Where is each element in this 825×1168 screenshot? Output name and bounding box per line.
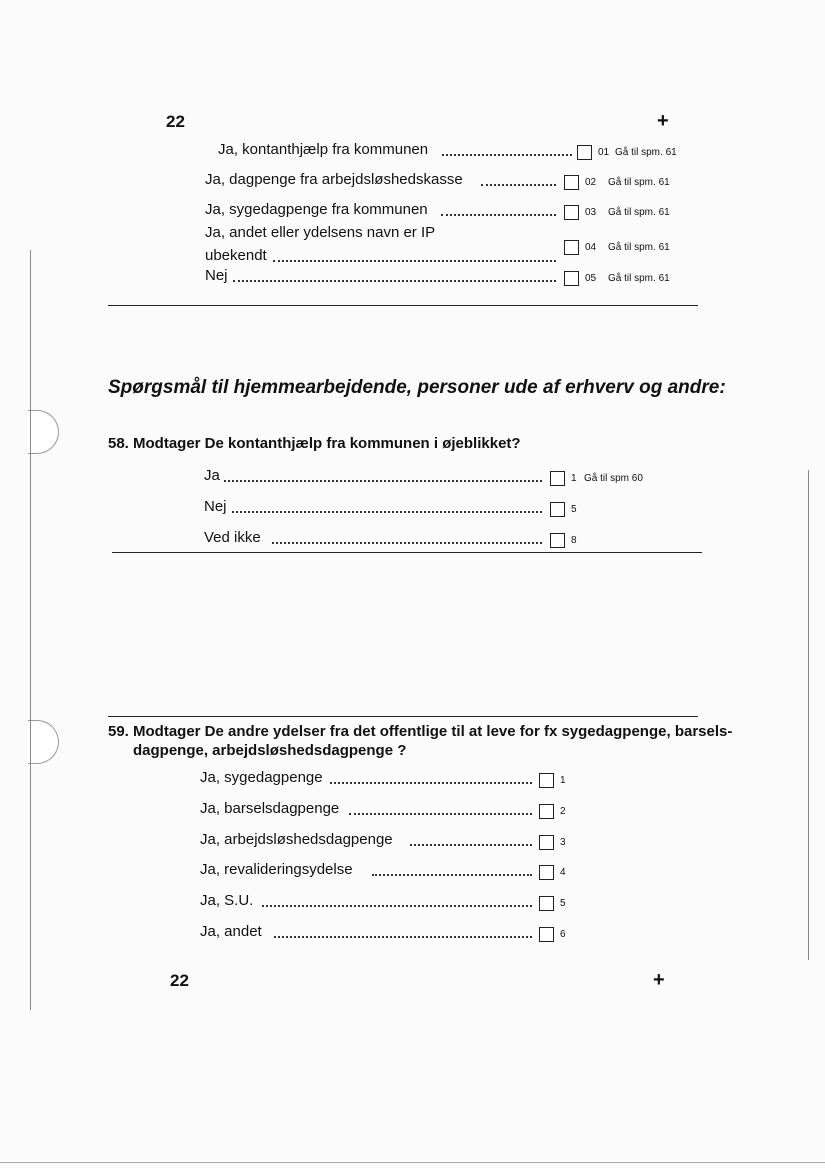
option-row bbox=[200, 799, 580, 819]
question-58-text: 58. Modtager De kontanthjælp fra kommunen i øjeblikket? bbox=[108, 435, 521, 452]
skip-instruction: Gå til spm 60 bbox=[584, 473, 643, 484]
option-row bbox=[200, 768, 580, 788]
option-label: ubekendt bbox=[205, 247, 267, 264]
divider bbox=[112, 552, 702, 553]
option-row bbox=[218, 140, 688, 160]
page-number-bottom: 22 bbox=[170, 971, 189, 990]
option-row bbox=[204, 528, 664, 548]
section-title: Spørgsmål til hjemmearbejdende, personer ude af erhverv og andre: bbox=[108, 377, 726, 398]
answer-code: 02 bbox=[585, 177, 597, 188]
option-row bbox=[204, 466, 664, 486]
option-label: Ja bbox=[204, 467, 220, 484]
page-number-top: 22 bbox=[166, 112, 185, 131]
answer-code: 1 bbox=[571, 473, 577, 484]
leader-dots bbox=[330, 782, 532, 784]
scan-edge-line-right bbox=[808, 470, 809, 960]
registration-plus-bottom: + bbox=[653, 969, 665, 991]
checkbox[interactable] bbox=[539, 865, 554, 880]
divider bbox=[108, 305, 698, 306]
divider bbox=[108, 716, 698, 717]
option-row bbox=[200, 860, 580, 880]
answer-code: 2 bbox=[560, 806, 566, 817]
leader-dots bbox=[481, 184, 556, 186]
option-label: Ja, sygedagpenge fra kommunen bbox=[205, 201, 428, 218]
punch-hole-bottom bbox=[28, 720, 59, 764]
answer-code: 04 bbox=[585, 242, 597, 253]
question-59-line2: dagpenge, arbejdsløshedsdagpenge ? bbox=[133, 742, 407, 759]
checkbox[interactable] bbox=[577, 145, 592, 160]
option-row bbox=[200, 891, 580, 911]
answer-code: 5 bbox=[560, 898, 566, 909]
option-label-line1: Ja, andet eller ydelsens navn er IP bbox=[205, 224, 436, 241]
answer-code: 4 bbox=[560, 867, 566, 878]
checkbox[interactable] bbox=[550, 471, 565, 486]
leader-dots bbox=[272, 542, 542, 544]
option-row bbox=[205, 200, 685, 220]
skip-instruction: Gå til spm. 61 bbox=[608, 273, 670, 284]
leader-dots bbox=[441, 214, 556, 216]
option-row bbox=[205, 170, 685, 190]
registration-plus-top: + bbox=[657, 110, 669, 132]
option-label: Ved ikke bbox=[204, 529, 261, 546]
option-row bbox=[200, 922, 580, 942]
checkbox[interactable] bbox=[539, 896, 554, 911]
question-59-line1: 59. Modtager De andre ydelser fra det offentlige til at leve for fx sygedagpenge, barsels- bbox=[108, 723, 733, 740]
option-row bbox=[200, 830, 580, 850]
answer-code: 6 bbox=[560, 929, 566, 940]
leader-dots bbox=[224, 480, 542, 482]
checkbox[interactable] bbox=[550, 502, 565, 517]
option-label: Ja, dagpenge fra arbejdsløshedskasse bbox=[205, 171, 463, 188]
leader-dots bbox=[410, 844, 532, 846]
option-row bbox=[204, 497, 664, 517]
answer-code: 01 bbox=[598, 147, 610, 158]
answer-code: 05 bbox=[585, 273, 597, 284]
leader-dots bbox=[232, 511, 542, 513]
skip-instruction: Gå til spm. 61 bbox=[615, 147, 677, 158]
leader-dots bbox=[274, 936, 532, 938]
leader-dots bbox=[262, 905, 532, 907]
checkbox[interactable] bbox=[550, 533, 565, 548]
checkbox[interactable] bbox=[564, 175, 579, 190]
leader-dots bbox=[372, 874, 532, 876]
option-label: Ja, arbejdsløshedsdagpenge bbox=[200, 831, 393, 848]
checkbox[interactable] bbox=[539, 804, 554, 819]
option-row bbox=[205, 235, 685, 264]
checkbox[interactable] bbox=[564, 271, 579, 286]
skip-instruction: Gå til spm. 61 bbox=[608, 177, 670, 188]
option-row bbox=[205, 266, 685, 286]
option-label: Ja, andet bbox=[200, 923, 262, 940]
leader-dots bbox=[273, 260, 556, 262]
answer-code: 8 bbox=[571, 535, 577, 546]
option-label: Ja, sygedagpenge bbox=[200, 769, 323, 786]
checkbox[interactable] bbox=[539, 773, 554, 788]
answer-code: 3 bbox=[560, 837, 566, 848]
answer-code: 5 bbox=[571, 504, 577, 515]
punch-hole-top bbox=[28, 410, 59, 454]
checkbox[interactable] bbox=[564, 240, 579, 255]
option-label: Nej bbox=[204, 498, 227, 515]
checkbox[interactable] bbox=[539, 835, 554, 850]
leader-dots bbox=[349, 813, 532, 815]
option-label: Ja, S.U. bbox=[200, 892, 254, 909]
option-label: Nej bbox=[205, 267, 228, 284]
checkbox[interactable] bbox=[564, 205, 579, 220]
checkbox[interactable] bbox=[539, 927, 554, 942]
option-label: Ja, kontanthjælp fra kommunen bbox=[218, 141, 429, 158]
skip-instruction: Gå til spm. 61 bbox=[608, 242, 670, 253]
question-59-text bbox=[108, 722, 732, 760]
option-label: Ja, barselsdagpenge bbox=[200, 800, 340, 817]
answer-code: 1 bbox=[560, 775, 566, 786]
scan-bottom-edge bbox=[0, 1162, 825, 1163]
answer-code: 03 bbox=[585, 207, 597, 218]
leader-dots bbox=[233, 280, 556, 282]
option-label: Ja, revalideringsydelse bbox=[200, 861, 353, 878]
leader-dots bbox=[442, 154, 572, 156]
skip-instruction: Gå til spm. 61 bbox=[608, 207, 670, 218]
scan-edge-line-left bbox=[30, 250, 31, 1010]
